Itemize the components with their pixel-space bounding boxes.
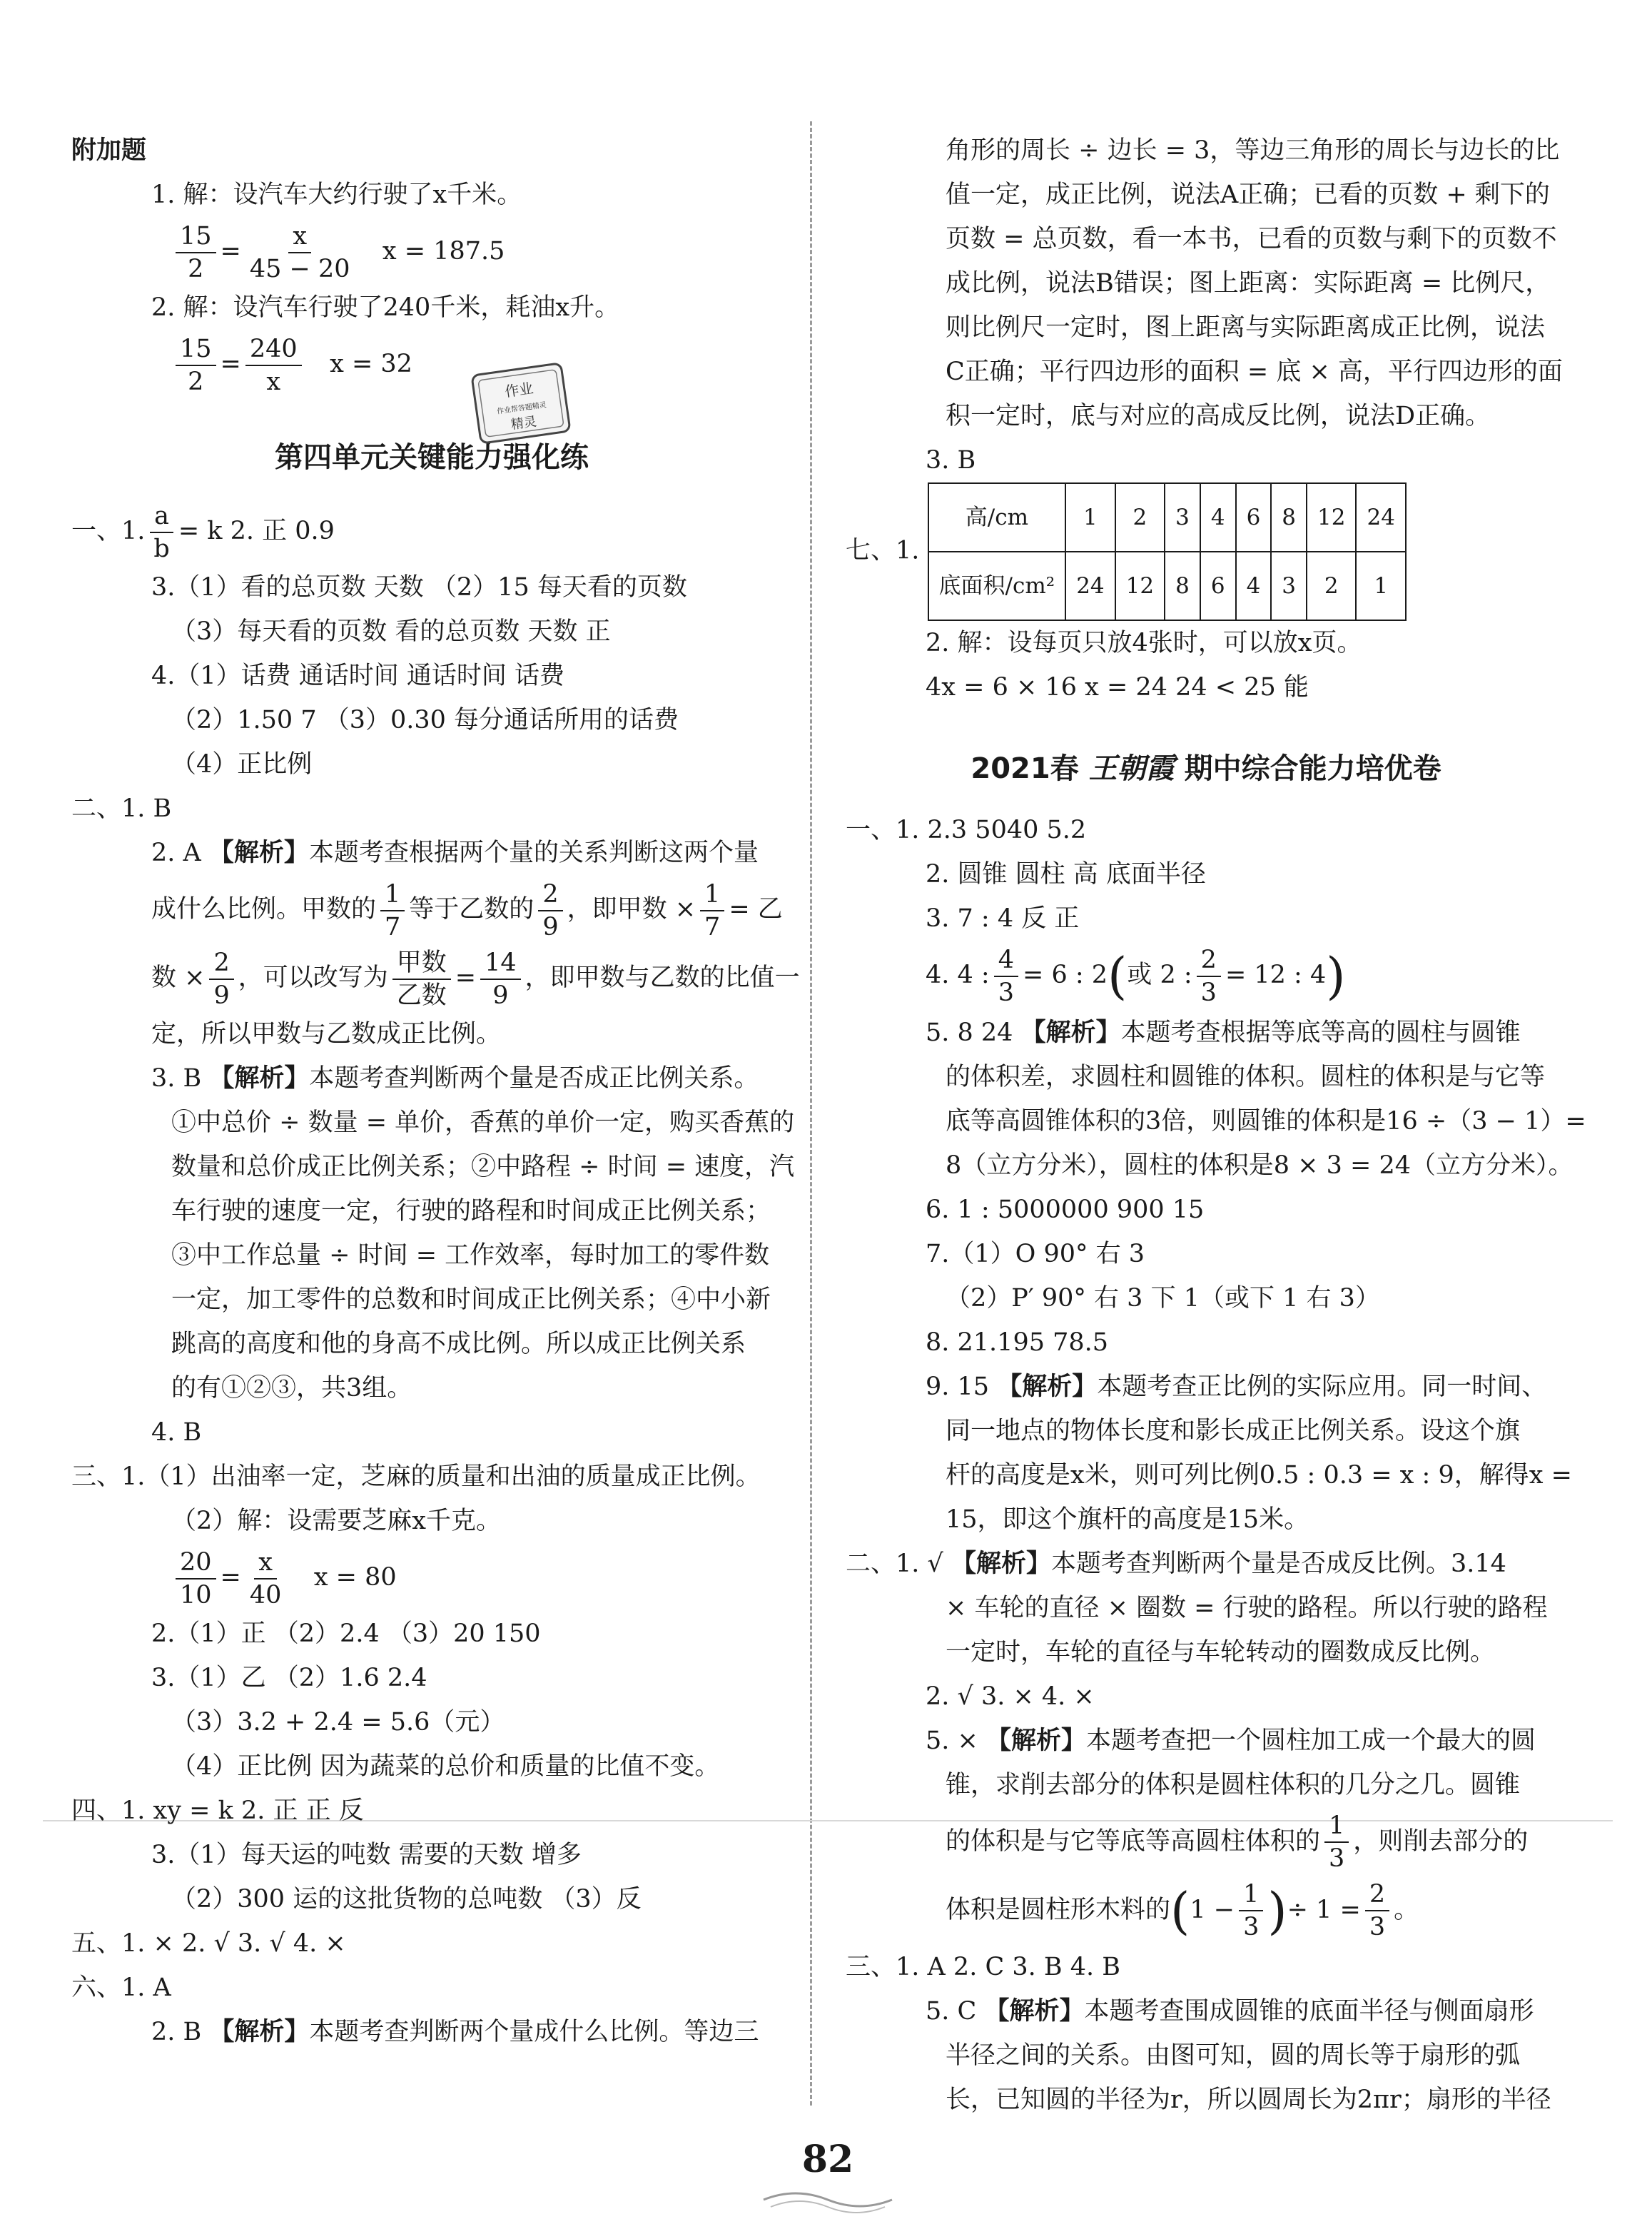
exam-s3-line: 三、1. A 2. C 3. B 4. B: [846, 1953, 1120, 1981]
text-line: 6. 1 : 5000000 900 15: [926, 1195, 1205, 1224]
s6-q2: 2. B 【解析】本题考查判断两个量成什么比例。等边三: [151, 2018, 759, 2046]
text-line: （3）每天看的页数 看的总页数 天数 正: [171, 617, 611, 646]
unit4-title: 第四单元关键能力强化练: [275, 441, 589, 474]
exam-s3-q5-explanation: [846, 2033, 1566, 2122]
s6-q2-explanation: [846, 128, 1566, 438]
text-line: 长，已知圆的半径为r，所以圆周长为2πr；扇形的半径: [946, 2086, 1551, 2114]
text-line: 的体积差，求圆柱和圆锥的体积。圆柱的体积是与它等: [946, 1062, 1546, 1091]
exam-answers-a: [846, 808, 1566, 941]
s7-q2-equation: 4x = 6 × 16 x = 24 24 < 25 能: [926, 673, 1309, 702]
text-line: 五、1. × 2. √ 3. √ 4. ×: [71, 1929, 346, 1958]
table-cell: 底面积/cm²: [928, 552, 1066, 620]
appendix-title: 附加题: [71, 136, 147, 165]
s2-q4: 4. B: [151, 1418, 202, 1447]
text-line: 15，即这个旗杆的高度是15米。: [946, 1505, 1309, 1534]
exam-s2-q5-line1: 5. × 【解析】本题考查把一个圆柱加工成一个最大的圆: [926, 1726, 1536, 1755]
text-line: 则比例尺一定时，图上距离与实际距离成正比例，说法: [946, 313, 1546, 342]
text-line: （2）P′ 90° 右 3 下 1（或下 1 右 3）: [946, 1283, 1380, 1313]
text-line: 角形的周长 ÷ 边长 = 3，等边三角形的周长与边长的比: [946, 136, 1560, 165]
text-line: 2.（1）正 （2）2.4 （3）20 150: [151, 1619, 541, 1648]
text-line: ③中工作总量 ÷ 时间 = 工作效率，每时加工的零件数: [171, 1241, 770, 1270]
s6-q3: 3. B: [926, 446, 976, 475]
text-line: C正确；平行四边形的面积 = 底 × 高，平行四边形的面: [946, 358, 1563, 386]
text-line: 四、1. xy = k 2. 正 正 反: [71, 1796, 364, 1825]
exam-title: 2021春 王朝霞 期中综合能力培优卷: [971, 752, 1441, 785]
text-line: 值一定，成正比例，说法A正确；已看的页数 + 剩下的: [946, 181, 1550, 209]
unit4-answers-c: [71, 1612, 792, 2010]
text-line: （4）正比例 因为蔬菜的总价和质量的比值不变。: [171, 1752, 720, 1781]
text-line: 积一定时，底与对应的高成反比例，说法D正确。: [946, 402, 1491, 430]
text-line: 车行驶的速度一定，行驶的路程和时间成正比例关系；: [171, 1197, 771, 1225]
table-cell: 8: [1165, 552, 1200, 620]
appendix-q1-equation: $\frac{15}{2}$ = $\frac{x}{45 - 20}$ x = 187.5: [71, 217, 792, 285]
text-line: × 车轮的直径 × 圈数 = 行驶的路程。所以行驶的路程: [946, 1593, 1548, 1622]
s2-q2-line4: 定，所以甲数与乙数成正比例。: [151, 1020, 502, 1048]
text-line: （2）1.50 7 （3）0.30 每分通话所用的话费: [171, 706, 679, 734]
text-line: 杆的高度是x米，则可列比例0.5 : 0.3 = x : 9，解得x =: [946, 1460, 1572, 1490]
text-line: 成比例，说法B错误；图上距离：实际距离 = 比例尺，: [946, 269, 1551, 298]
exam-answers-b: [846, 1188, 1566, 1365]
table-cell: 4: [1236, 552, 1272, 620]
table-cell: 12: [1307, 483, 1356, 552]
table-cell: 6: [1200, 552, 1236, 620]
s7-q2-intro: 2. 解：设每页只放4张时，可以放x页。: [926, 629, 1362, 657]
table-cell: 24: [1065, 552, 1115, 620]
right-column: [846, 128, 1586, 2122]
table-cell: 8: [1271, 483, 1307, 552]
exam-q4: 4. 4 : $\frac{4}{3}$ = 6 : 2(或 2 : $\frac{2}{3}$ = 12 : 4): [926, 945, 1346, 1007]
s2-q2-line2: 成什么比例。甲数的 $\frac{1}{7}$ 等于乙数的 $\frac{2}{9}$ ，即甲数 × $\frac{1}{7}$ = 乙: [151, 879, 783, 941]
brand-logo: 王朝霞: [1088, 752, 1175, 785]
text-line: 8. 21.195 78.5: [926, 1328, 1109, 1357]
text-line: 2. 圆锥 圆柱 高 底面半径: [926, 860, 1206, 889]
text-line: 3. 7 : 4 反 正: [926, 904, 1080, 933]
stamp-mid-text: 作业帮答题精灵: [496, 401, 547, 416]
table-cell: 3: [1165, 483, 1200, 552]
table-cell: 6: [1236, 483, 1272, 552]
text-line: 3.（1）看的总页数 天数 （2）15 每天看的页数: [151, 573, 687, 602]
exam-q9-line1: 9. 15 【解析】本题考查正比例的实际应用。同一时间、: [926, 1372, 1547, 1401]
homework-stamp-icon: [467, 360, 574, 446]
appendix-q1-intro: 1. 解：设汽车大约行驶了x千米。: [151, 181, 522, 209]
text-line: 的有①②③，共3组。: [171, 1374, 412, 1402]
exam-s2-q5-line2: 锥，求削去部分的体积是圆柱体积的几分之几。圆锥: [946, 1770, 1521, 1799]
s3-equation: $\frac{20}{10}$ = $\frac{x}{40}$ x = 80: [71, 1543, 792, 1612]
height-area-table: [928, 482, 1407, 621]
s2-q3-line1: 3. B 【解析】本题考查判断两个量是否成正比例关系。: [151, 1064, 759, 1093]
table-cell: 24: [1356, 483, 1405, 552]
text-line: 页数 = 总页数，看一本书，已看的页数与剩下的页数不: [946, 225, 1557, 253]
wave-ornament-icon: [756, 2185, 899, 2214]
table-row: [928, 483, 1406, 552]
text-line: 一、1. 2.3 5040 5.2: [846, 816, 1087, 844]
text-line: （2）300 运的这批货物的总吨数 （3）反: [171, 1885, 642, 1914]
text-line: 3.（1）每天运的吨数 需要的天数 增多: [151, 1841, 582, 1869]
text-line: 二、1. B: [71, 794, 172, 823]
exam-q9-explanation: [846, 1409, 1572, 1542]
text-line: 8（立方分米），圆柱的体积是8 × 3 = 24（立方分米）。: [946, 1151, 1574, 1180]
table-cell: 3: [1271, 552, 1307, 620]
table-cell: 2: [1115, 483, 1165, 552]
exam-s2-q2-4: 2. √ 3. × 4. ×: [926, 1682, 1095, 1711]
text-line: 跳高的高度和他的身高不成比例。所以成正比例关系: [171, 1330, 746, 1358]
left-column: [71, 128, 800, 2054]
stamp-bottom-text: 精灵: [510, 414, 538, 433]
exam-s2-explanation: [846, 1586, 1566, 1674]
exam-q5-line1: 5. 8 24 【解析】本题考查根据等底等高的圆柱与圆锥: [926, 1018, 1521, 1047]
text-line: 半径之间的关系。由图可知，圆的周长等于扇形的弧: [946, 2041, 1521, 2070]
table-cell: 1: [1065, 483, 1115, 552]
table-row: [928, 552, 1406, 620]
text-line: 六、1. A: [71, 1973, 171, 2002]
s7-q1: 七、1. 高/cm 1 2 3 4 6 8 12 24 底面积/cm² 24 12 8 6 4 3 2 1: [846, 482, 1566, 621]
exam-q5-explanation: [846, 1055, 1586, 1188]
page-number: 82: [801, 2138, 854, 2181]
table-cell: 12: [1115, 552, 1165, 620]
s2-q2-line1: 2. A 【解析】本题考查根据两个量的关系判断这两个量: [151, 839, 759, 867]
table-cell: 4: [1200, 483, 1236, 552]
exam-s2-q5-line4: 体积是圆柱形木料的(1 − $\frac{1}{3}$ )÷ 1 = $\frac{2}{3}$ 。: [946, 1880, 1419, 1941]
s2-q3-explanation: [71, 1101, 795, 1410]
text-line: （4）正比例: [171, 750, 313, 779]
s3-line2: （2）解：设需要芝麻x千克。: [171, 1507, 502, 1535]
text-line: 底等高圆锥体积的3倍，则圆锥的体积是16 ÷（3 − 1）=: [946, 1106, 1586, 1136]
exam-s2-line1: 二、1. √ 【解析】本题考查判断两个量是否成反比例。3.14: [846, 1549, 1506, 1578]
table-cell: 2: [1307, 552, 1356, 620]
s2-q2-line3: 数 × $\frac{2}{9}$ ，可以改写为 $\frac{\text{甲数}}{\text{乙数}}$ = $\frac{14}{9}$ ，即甲数与乙数的比值一: [151, 948, 800, 1010]
appendix-q2-equation: $\frac{15}{2}$ = $\frac{240}{x}$ x = 32: [71, 330, 792, 398]
text-line: 4.（1）话费 通话时间 通话时间 话费: [151, 662, 565, 690]
unit4-answers-a: [71, 565, 792, 831]
s3-line1: 三、1.（1）出油率一定，芝麻的质量和出油的质量成正比例。: [71, 1462, 761, 1491]
text-line: 7.（1）O 90° 右 3: [926, 1239, 1145, 1268]
text-line: 3.（1）乙 （2）1.6 2.4: [151, 1664, 427, 1692]
s1-line1: 一、1. $\frac{a}{b}$ = k 2. 正 0.9: [71, 501, 335, 563]
text-line: ①中总价 ÷ 数量 = 单价，香蕉的单价一定，购买香蕉的: [171, 1108, 795, 1137]
exam-s3-q5-line1: 5. C 【解析】本题考查围成圆锥的底面半径与侧面扇形: [926, 1997, 1534, 2026]
text-line: （3）3.2 + 2.4 = 5.6（元）: [171, 1708, 505, 1737]
column-divider: [810, 121, 812, 2106]
table-cell: 高/cm: [928, 483, 1066, 552]
exam-s2-q5-line3: 的体积是与它等底等高圆柱体积的 $\frac{1}{3}$ ，则削去部分的: [946, 1811, 1529, 1873]
stamp-top-text: 作业: [503, 379, 534, 400]
text-line: 一定时，车轮的直径与车轮转动的圈数成反比例。: [946, 1637, 1496, 1667]
text-line: 一定，加工零件的总数和时间成正比例关系；④中小新: [171, 1285, 771, 1314]
text-line: 数量和总价成正比例关系；②中路程 ÷ 时间 = 速度，汽: [171, 1153, 795, 1181]
table-cell: 1: [1356, 552, 1405, 620]
text-line: 同一地点的物体长度和影长成正比例关系。设这个旗: [946, 1416, 1521, 1445]
appendix-q2-intro: 2. 解：设汽车行驶了240千米，耗油x升。: [151, 293, 620, 322]
